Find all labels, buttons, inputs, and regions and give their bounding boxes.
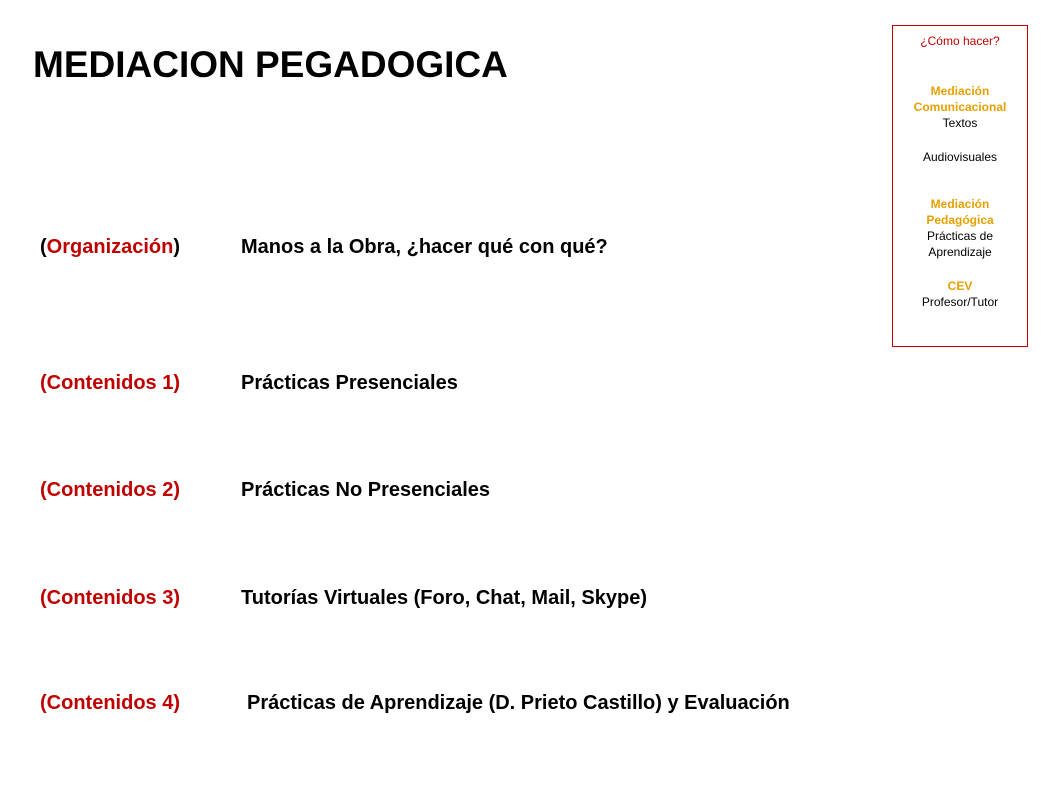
row-label: (Contenidos 4) [40, 692, 181, 714]
row-contenidos-3 [40, 587, 648, 610]
side-item: Audiovisuales [922, 150, 998, 164]
row-contenidos-4 [40, 692, 790, 715]
side-heading: Pedagógica [926, 213, 994, 227]
row-text: Tutorías Virtuales (Foro, Chat, Mail, Skype) [241, 587, 648, 609]
side-comunicacional [893, 83, 1027, 165]
side-question: ¿Cómo hacer? [920, 34, 1000, 48]
row-contenidos-2 [40, 479, 491, 502]
row-label: (Contenidos 2) [40, 479, 181, 501]
side-heading: Mediación [930, 197, 990, 211]
row-organizacion [40, 236, 608, 259]
row-text: Prácticas de Aprendizaje (D. Prieto Castillo) y Evaluación [247, 692, 790, 714]
row-text: Manos a la Obra, ¿hacer qué con qué? [241, 236, 608, 258]
row-contenidos-1 [40, 372, 458, 395]
side-item: Profesor/Tutor [921, 295, 999, 309]
side-heading: CEV [947, 279, 973, 293]
row-label: (Contenidos 3) [40, 587, 181, 609]
side-heading: Mediación [930, 84, 990, 98]
side-item: Prácticas de [926, 229, 994, 243]
side-item: Textos [942, 116, 978, 130]
side-heading: Comunicacional [913, 100, 1007, 114]
side-item: Aprendizaje [928, 245, 992, 259]
side-pedagogica [893, 196, 1027, 260]
page-title: MEDIACION PEGADOGICA [33, 44, 508, 85]
row-label: (Organización) [40, 236, 181, 258]
side-summary-box [892, 25, 1028, 347]
row-text: Prácticas Presenciales [241, 372, 458, 394]
row-label: (Contenidos 1) [40, 372, 181, 394]
side-cev [893, 278, 1027, 310]
row-text: Prácticas No Presenciales [241, 479, 491, 501]
